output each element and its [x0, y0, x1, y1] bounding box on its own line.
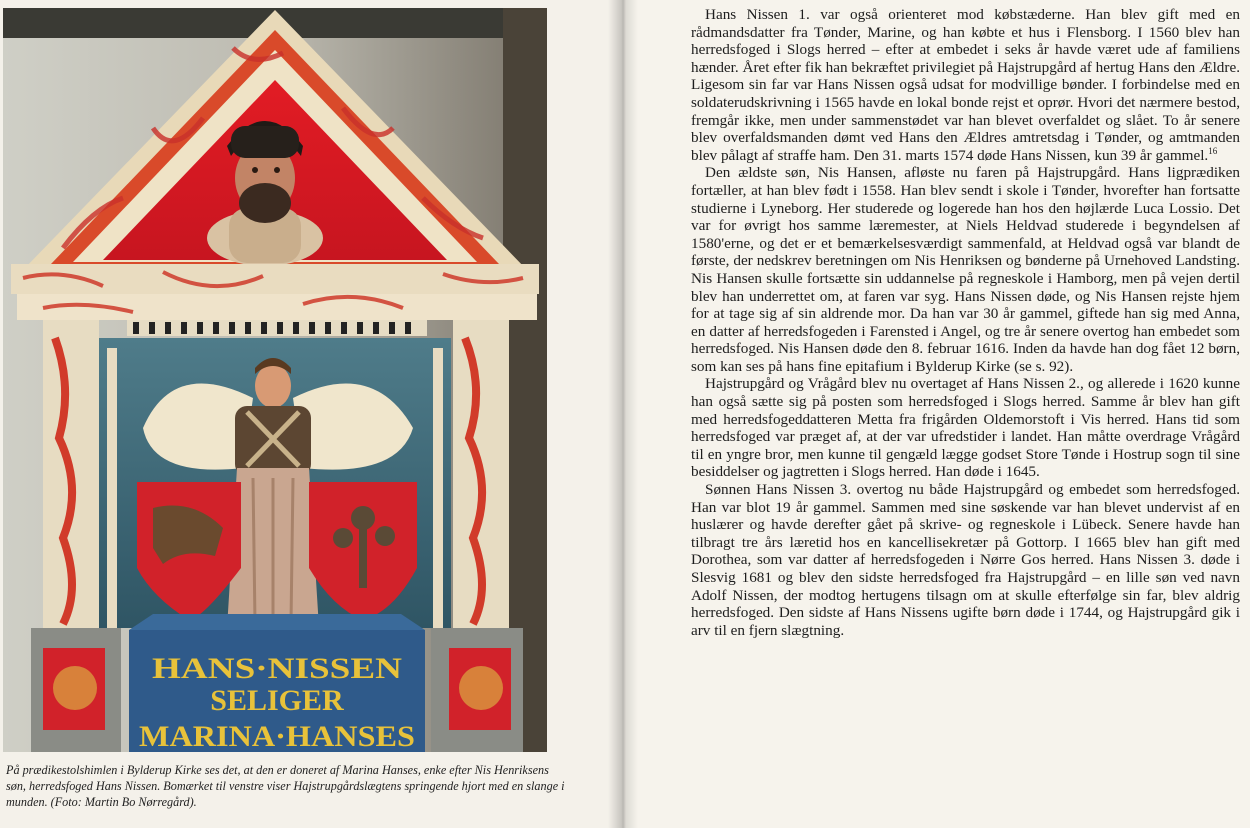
footnote-ref-16: 16: [1208, 145, 1218, 156]
paragraph-1-text: Hans Nissen 1. var også orienteret mod købstæderne. Han blev gift med en rådmandsdatter fra Tønder, Marine, og han købte et hus i Flensborg. I 1560 blev han herredsfoged i Slogs herred – efter at embedet i seks år havde været ude af familiens hænder. Året efter fik han bekræftet privilegiet på Hajstrupgård af hertug Hans den Ældre. Ligesom sin far var Hans Nissen også udsat for modvillige bønder. I forbindelse med en soldaterudskrivning i 1565 havde en lokal bonde rejst et oprør. Hvori det nærmere bestod, fremgår ikke, men under sammenstødet var han blevet overfaldet og slået. To år senere blev overfaldsmanden dømt ved Hans den Ældres amtretsdag i Tønder, og amtmanden blev pålagt af straffe ham. Den 31. marts 1574 døde Hans Nissen, kun 39 år gammel.: [691, 6, 1240, 164]
photo-caption: [6, 762, 566, 810]
inscription-plaque: [129, 614, 425, 752]
caption-text: På prædikestolshimlen i Bylderup Kirke ses det, at den er doneret af Marina Hanses, enke efter Nis Henriksens søn, herredsfoged Hans Nissen. Bomærket til venstre viser Hajstrupgårdslægtens springende hjort med en slange i munden. (Foto: Martin Bo Nørregård).: [6, 763, 565, 809]
plaque-line-3: MARINA·HANSES: [139, 720, 415, 752]
paragraph-2: Den ældste søn, Nis Hansen, afløste nu faren på Hajstrupgård. Hans ligprædiken fortæller, at han blev født i 1558. Han blev sendt i skole i Tønder, hvorefter han fortsatte studierne i Lyneborg. Her studerede og logerede han hos den højlærde Luca Lossio. Det var for øvrigt hos samme læremester, at Niels Heldvad studerede i begyndelsen af 1580'erne, og det er et bemærkelsesværdigt sammenfald, at Heldvad også var blandt de første, der nedskrev beretningen om Nis Henriksen og bønderne på Urnehoved Landsting. Nis Hansen skulle fortsætte sin uddannelse på regneskole i Hamborg, men på vejen dertil blev han underrettet om, at faren var syg. Hans Nissen døde, og Nis Hansen rejste hjem for at tage sig af sin aldrende mor. Da han var 30 år gammel, giftede han sig med Anna, en datter af herredsfogeden i Farensted i Angel, og tre år senere overtog han embedet som herredsfoged. Nis Hansen døde den 8. februar 1616. Inden da havde han dog fået 12 børn, som kan ses på hans fine epitafium i Bylderup Kirke (se s. 92).: [691, 164, 1240, 375]
right-column: [453, 320, 509, 630]
plaque-line-2: SELIGER: [210, 684, 344, 717]
pulpit-canopy-photo: [3, 8, 547, 752]
paragraph-4: Sønnen Hans Nissen 3. overtog nu både Hajstrupgård og embedet som herredsfoged. Han var blot 19 år gammel. Sammen med sine søskende var han blevet undervist af en huslærer og havde derefter gået på skrive- og regneskole i Lübeck. Senere havde han tilbragt tre års læretid hos en kancellisekretær på Gottorp. I 1665 blev han gift med Dorothea, som var datter af herredsfogeden i Nørre Gos herred. Hans Nissen 3. døde i Slesvig 1681 og blev den sidste herredsfoged fra Hajstrupgård – en lille søn ved navn Adolf Nissen, der modtog hertugens tilsagn om at skulle efterfølge sin far, blev aldrig herredsfoged. Den sidste af Hans Nissens ugifte børn døde i 1744, og Hajstrupgård gik i arv til en fjern slægtning.: [691, 481, 1240, 639]
book-gutter: [608, 0, 638, 828]
left-column: [43, 320, 99, 630]
pulpit-canopy-illustration: [3, 8, 547, 752]
paragraph-1: [691, 6, 1240, 164]
paragraph-3: Hajstrupgård og Vrågård blev nu overtaget af Hans Nissen 2., og allerede i 1620 kunne han også sætte sig på posten som herredsfoged i Slogs herred. Samme år blev han gift med herredsfogeddatteren Metta fra frigården Oldemorstoft i Vis herred. Hans tid som herredsfoged var præget af, at der var ufredstider i landet. Han måtte overdrage Vrågård til en yngre bror, men kunne til gengæld lægge godset Store Tønde i Hostrup sogn til sine besiddelser og jagtretten i Slogs herred. Han døde i 1645.: [691, 375, 1240, 481]
plaque-line-1: HANS·NISSEN: [152, 652, 403, 685]
article-body: [691, 6, 1240, 639]
